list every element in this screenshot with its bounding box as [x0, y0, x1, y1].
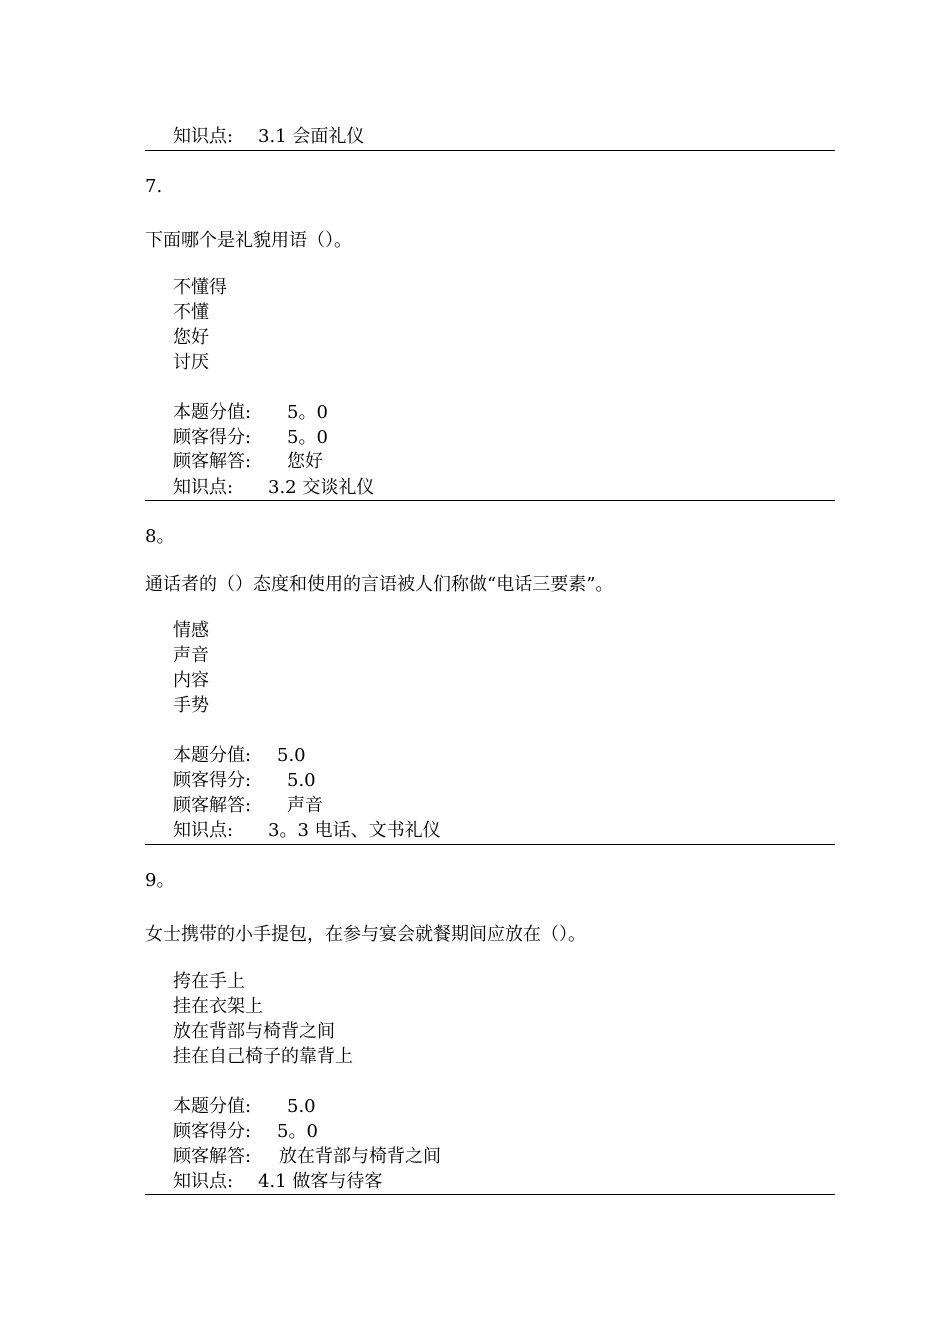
question-stem: 女士携带的小手提包，在参与宴会就餐期间应放在（）。 [145, 924, 586, 945]
divider [145, 150, 835, 151]
question-number: 7. [145, 176, 163, 197]
question-number: 9。 [145, 870, 175, 891]
option: 手势 [173, 695, 209, 716]
customer-score-label: 顾客得分: [173, 770, 252, 791]
option: 您好 [173, 327, 209, 348]
knowledge-label: 知识点: [173, 1171, 234, 1192]
customer-score-label: 顾客得分: [173, 1121, 252, 1142]
score-label: 本题分值: [173, 1096, 252, 1117]
option: 不懂 [173, 302, 209, 323]
knowledge-value: 3.1 会面礼仪 [258, 126, 365, 147]
question-stem: 通话者的（）态度和使用的言语被人们称做“电话三要素”。 [145, 574, 614, 595]
divider [145, 844, 835, 845]
option: 不懂得 [173, 277, 227, 298]
knowledge-value: 4.1 做客与待客 [258, 1171, 383, 1192]
knowledge-label: 知识点: [173, 126, 234, 147]
knowledge-value: 3.2 交谈礼仪 [268, 477, 375, 498]
question-stem: 下面哪个是礼貌用语（）。 [145, 230, 352, 251]
option: 内容 [173, 670, 209, 691]
customer-answer-value: 放在背部与椅背之间 [279, 1146, 441, 1167]
knowledge-label: 知识点: [173, 477, 234, 498]
option: 声音 [173, 645, 209, 666]
divider [145, 1194, 835, 1195]
option: 挎在手上 [173, 971, 245, 992]
customer-answer-label: 顾客解答: [173, 451, 252, 472]
score-label: 本题分值: [173, 745, 252, 766]
customer-answer-label: 顾客解答: [173, 1146, 252, 1167]
customer-score-value: 5。0 [277, 1121, 318, 1142]
score-value: 5.0 [287, 1096, 316, 1117]
score-label: 本题分值: [173, 402, 252, 423]
option: 放在背部与椅背之间 [173, 1021, 335, 1042]
option: 情感 [173, 620, 209, 641]
customer-answer-value: 您好 [287, 451, 323, 472]
option: 挂在自己椅子的靠背上 [173, 1046, 353, 1067]
knowledge-label: 知识点: [173, 820, 234, 841]
question-number: 8。 [145, 526, 175, 547]
customer-score-value: 5。0 [287, 427, 328, 448]
customer-answer-label: 顾客解答: [173, 795, 252, 816]
score-value: 5.0 [277, 745, 306, 766]
option: 讨厌 [173, 352, 209, 373]
customer-answer-value: 声音 [287, 795, 323, 816]
customer-score-value: 5.0 [287, 770, 316, 791]
option: 挂在衣架上 [173, 996, 263, 1017]
score-value: 5。0 [287, 402, 328, 423]
knowledge-value: 3。3 电话、文书礼仪 [268, 820, 441, 841]
customer-score-label: 顾客得分: [173, 427, 252, 448]
divider [145, 500, 835, 501]
